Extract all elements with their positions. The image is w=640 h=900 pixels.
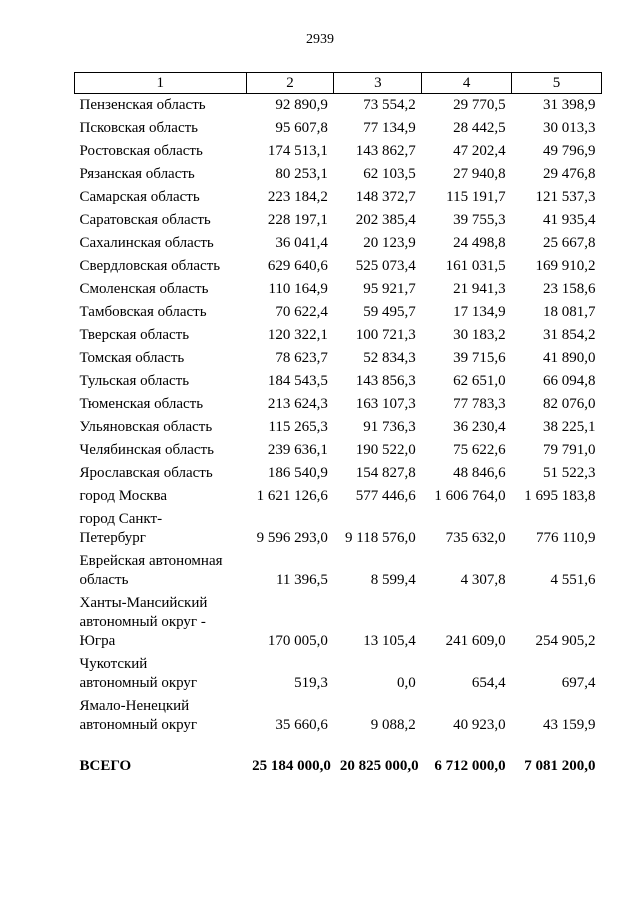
value-col-4 (422, 186, 512, 209)
value-col-5-text: 49 796,9 (543, 143, 596, 159)
value-col-4-text: 47 202,4 (453, 143, 506, 159)
value-col-5 (512, 94, 602, 118)
value-col-5-text: 82 076,0 (543, 396, 596, 412)
region-name-text: Еврейская автономная область (79, 553, 223, 588)
value-col-2 (246, 550, 334, 592)
value-col-2-text: 1 621 126,6 (256, 488, 328, 504)
value-col-4-text: 27 940,8 (453, 166, 506, 182)
value-col-2-text: 170 005,0 (267, 633, 328, 649)
value-col-5-text: 4 551,6 (550, 572, 596, 588)
region-name (75, 508, 247, 550)
region-name-text: Тюменская область (79, 396, 204, 412)
value-col-4 (422, 232, 512, 255)
value-col-5-text: 697,4 (561, 675, 596, 691)
region-name-text: Ханты-Мансийский автономный округ - Югра (79, 595, 208, 649)
value-col-4 (422, 255, 512, 278)
value-col-2-text: 95 607,8 (275, 120, 328, 136)
region-name (75, 755, 247, 778)
value-col-2 (246, 393, 334, 416)
value-col-4-text: 161 031,5 (445, 258, 506, 274)
value-col-5-text: 7 081 200,0 (524, 758, 596, 774)
value-col-5 (512, 255, 602, 278)
value-col-5 (512, 462, 602, 485)
region-name-text: Чукотский автономный округ (79, 656, 198, 691)
value-col-4-text: 654,4 (471, 675, 506, 691)
value-col-2 (246, 324, 334, 347)
value-col-2 (246, 94, 334, 118)
value-col-5-text: 1 695 183,8 (524, 488, 596, 504)
value-col-4 (422, 347, 512, 370)
table-row (75, 255, 602, 278)
value-col-5 (512, 755, 602, 778)
table-row (75, 324, 602, 347)
region-name-text: Челябинская область (79, 442, 214, 458)
value-col-3-text: 577 446,6 (355, 488, 416, 504)
value-col-3-text: 52 834,3 (363, 350, 416, 366)
value-col-3-text: 8 599,4 (370, 572, 416, 588)
value-col-4 (422, 140, 512, 163)
value-col-4 (422, 393, 512, 416)
value-col-2-text: 110 164,9 (268, 281, 328, 297)
value-col-3-text: 77 134,9 (363, 120, 416, 136)
value-col-5-text: 41 935,4 (543, 212, 596, 228)
value-col-3 (334, 416, 422, 439)
value-col-3 (334, 186, 422, 209)
value-col-3 (334, 508, 422, 550)
value-col-2-text: 120 322,1 (267, 327, 328, 343)
region-name-text: Ямало-Ненецкий автономный округ (79, 698, 198, 733)
region-name (75, 255, 247, 278)
region-name-text: Тамбовская область (79, 304, 207, 320)
value-col-2 (246, 508, 334, 550)
value-col-3-text: 9 118 576,0 (345, 530, 416, 546)
value-col-5-text: 41 890,0 (543, 350, 596, 366)
value-col-5 (512, 232, 602, 255)
value-col-2-text: 9 596 293,0 (256, 530, 328, 546)
value-col-3 (334, 232, 422, 255)
table-row (75, 347, 602, 370)
value-col-4 (422, 485, 512, 508)
value-col-5 (512, 324, 602, 347)
value-col-5 (512, 592, 602, 653)
value-col-3 (334, 755, 422, 778)
value-col-3 (334, 324, 422, 347)
value-col-3 (334, 439, 422, 462)
value-col-2 (246, 255, 334, 278)
value-col-5-text: 38 225,1 (543, 419, 596, 435)
region-name (75, 232, 247, 255)
region-name-text: Рязанская область (79, 166, 195, 182)
value-col-3-text: 100 721,3 (355, 327, 416, 343)
region-name-text: Смоленская область (79, 281, 209, 297)
value-col-3 (334, 209, 422, 232)
value-col-5 (512, 416, 602, 439)
value-col-5-text: 31 854,2 (543, 327, 596, 343)
region-name (75, 592, 247, 653)
value-col-2-text: 519,3 (294, 675, 328, 691)
value-col-3 (334, 370, 422, 393)
value-col-3 (334, 140, 422, 163)
value-col-5 (512, 347, 602, 370)
value-col-2-text: 70 622,4 (275, 304, 328, 320)
value-col-3-text: 163 107,3 (355, 396, 416, 412)
value-col-4-text: 241 609,0 (445, 633, 506, 649)
region-name (75, 393, 247, 416)
table-row (75, 653, 602, 695)
budget-table (74, 72, 602, 778)
region-name (75, 370, 247, 393)
value-col-5-text: 776 110,9 (536, 530, 596, 546)
region-name-text: Сахалинская область (79, 235, 214, 251)
value-col-3 (334, 278, 422, 301)
value-col-3 (334, 255, 422, 278)
value-col-5-text: 23 158,6 (543, 281, 596, 297)
page-number: 2939 (306, 32, 334, 47)
value-col-4 (422, 592, 512, 653)
region-name-text: Ярославская область (79, 465, 213, 481)
value-col-5-text: 66 094,8 (543, 373, 596, 389)
value-col-3-text: 20 825 000,0 (339, 758, 419, 774)
value-col-5-text: 169 910,2 (535, 258, 596, 274)
value-col-4 (422, 370, 512, 393)
region-name (75, 695, 247, 737)
value-col-4 (422, 278, 512, 301)
region-name (75, 416, 247, 439)
column-header-3: 3 (334, 73, 422, 94)
value-col-2-text: 25 184 000,0 (252, 758, 331, 774)
value-col-4-text: 39 755,3 (453, 212, 506, 228)
value-col-2-text: 11 396,5 (275, 572, 328, 588)
value-col-4 (422, 416, 512, 439)
value-col-4 (422, 508, 512, 550)
region-name-text: город Санкт- Петербург (79, 511, 163, 546)
value-col-2 (246, 232, 334, 255)
value-col-3 (334, 485, 422, 508)
value-col-5 (512, 301, 602, 324)
total-row (75, 755, 602, 778)
value-col-5-text: 254 905,2 (535, 633, 596, 649)
value-col-5 (512, 695, 602, 737)
table-row (75, 695, 602, 737)
region-name-text: Саратовская область (79, 212, 211, 228)
region-name-text: ВСЕГО (79, 758, 132, 774)
value-col-2 (246, 278, 334, 301)
table-row (75, 508, 602, 550)
value-col-3 (334, 347, 422, 370)
value-col-2 (246, 416, 334, 439)
region-name (75, 140, 247, 163)
table-row (75, 140, 602, 163)
value-col-4 (422, 653, 512, 695)
table-row (75, 117, 602, 140)
value-col-2 (246, 695, 334, 737)
value-col-3 (334, 117, 422, 140)
value-col-3 (334, 393, 422, 416)
value-col-2 (246, 209, 334, 232)
table-row (75, 439, 602, 462)
table-header (75, 73, 602, 94)
value-col-3-text: 190 522,0 (355, 442, 416, 458)
value-col-2 (246, 439, 334, 462)
region-name (75, 186, 247, 209)
value-col-4-text: 40 923,0 (453, 717, 506, 733)
region-name (75, 209, 247, 232)
value-col-3 (334, 550, 422, 592)
value-col-5 (512, 117, 602, 140)
column-header-1: 1 (75, 73, 247, 94)
value-col-5 (512, 163, 602, 186)
value-col-5-text: 51 522,3 (543, 465, 596, 481)
value-col-3-text: 73 554,2 (363, 97, 416, 113)
region-name-text: Пензенская область (79, 97, 206, 113)
region-name (75, 117, 247, 140)
value-col-2-text: 239 636,1 (267, 442, 328, 458)
region-name-text: Тульская область (79, 373, 190, 389)
value-col-3-text: 13 105,4 (363, 633, 416, 649)
value-col-2-text: 78 623,7 (275, 350, 328, 366)
table-row (75, 550, 602, 592)
value-col-3-text: 62 103,5 (363, 166, 416, 182)
value-col-3 (334, 94, 422, 118)
table-row (75, 301, 602, 324)
value-col-3 (334, 301, 422, 324)
value-col-3-text: 91 736,3 (363, 419, 416, 435)
region-name (75, 163, 247, 186)
value-col-5 (512, 278, 602, 301)
value-col-4-text: 36 230,4 (453, 419, 506, 435)
region-name-text: Тверская область (79, 327, 190, 343)
value-col-4-text: 77 783,3 (453, 396, 506, 412)
table-row (75, 485, 602, 508)
spacer-cell (75, 737, 602, 755)
value-col-3-text: 9 088,2 (370, 717, 416, 733)
value-col-2 (246, 462, 334, 485)
region-name (75, 94, 247, 118)
table-row (75, 592, 602, 653)
region-name (75, 324, 247, 347)
value-col-4 (422, 462, 512, 485)
value-col-4 (422, 324, 512, 347)
value-col-4-text: 48 846,6 (453, 465, 506, 481)
value-col-4 (422, 94, 512, 118)
value-col-2 (246, 592, 334, 653)
region-name (75, 653, 247, 695)
region-name-text: Свердловская область (79, 258, 221, 274)
region-name (75, 462, 247, 485)
value-col-2 (246, 301, 334, 324)
value-col-3-text: 148 372,7 (355, 189, 416, 205)
table-body (75, 94, 602, 779)
value-col-5-text: 79 791,0 (543, 442, 596, 458)
table-row (75, 186, 602, 209)
value-col-2 (246, 370, 334, 393)
value-col-4-text: 115 191,7 (446, 189, 506, 205)
value-col-5 (512, 209, 602, 232)
value-col-2-text: 115 265,3 (268, 419, 328, 435)
value-col-4-text: 29 770,5 (453, 97, 506, 113)
table-row (75, 163, 602, 186)
value-col-2-text: 184 543,5 (267, 373, 328, 389)
value-col-4-text: 17 134,9 (453, 304, 506, 320)
value-col-5 (512, 140, 602, 163)
region-name-text: Ростовская область (79, 143, 203, 159)
table-row (75, 278, 602, 301)
value-col-3-text: 202 385,4 (355, 212, 416, 228)
column-header-5: 5 (512, 73, 602, 94)
region-name-text: Томская область (79, 350, 185, 366)
value-col-4-text: 39 715,6 (453, 350, 506, 366)
value-col-2-text: 36 041,4 (275, 235, 328, 251)
value-col-4 (422, 755, 512, 778)
value-col-4-text: 21 941,3 (453, 281, 506, 297)
value-col-5-text: 25 667,8 (543, 235, 596, 251)
value-col-5-text: 31 398,9 (543, 97, 596, 113)
value-col-3 (334, 695, 422, 737)
value-col-4 (422, 695, 512, 737)
value-col-4-text: 6 712 000,0 (434, 758, 506, 774)
value-col-2 (246, 186, 334, 209)
value-col-5-text: 18 081,7 (543, 304, 596, 320)
value-col-2-text: 629 640,6 (267, 258, 328, 274)
value-col-3-text: 143 862,7 (355, 143, 416, 159)
value-col-2-text: 213 624,3 (267, 396, 328, 412)
table-row (75, 209, 602, 232)
value-col-5 (512, 550, 602, 592)
value-col-4-text: 75 622,6 (453, 442, 506, 458)
region-name-text: Ульяновская область (79, 419, 213, 435)
value-col-2-text: 186 540,9 (267, 465, 328, 481)
value-col-4-text: 30 183,2 (453, 327, 506, 343)
table-row (75, 94, 602, 118)
value-col-2-text: 80 253,1 (275, 166, 328, 182)
region-name (75, 301, 247, 324)
value-col-3-text: 525 073,4 (355, 258, 416, 274)
value-col-5-text: 43 159,9 (543, 717, 596, 733)
value-col-4-text: 735 632,0 (445, 530, 506, 546)
value-col-5 (512, 508, 602, 550)
region-name (75, 439, 247, 462)
value-col-3-text: 143 856,3 (355, 373, 416, 389)
value-col-2-text: 92 890,9 (275, 97, 328, 113)
column-header-4: 4 (422, 73, 512, 94)
value-col-4-text: 4 307,8 (460, 572, 506, 588)
value-col-2-text: 228 197,1 (267, 212, 328, 228)
table-row (75, 370, 602, 393)
value-col-3-text: 95 921,7 (363, 281, 416, 297)
value-col-3-text: 20 123,9 (363, 235, 416, 251)
value-col-5 (512, 439, 602, 462)
region-name (75, 550, 247, 592)
value-col-2 (246, 117, 334, 140)
header-row (75, 73, 602, 94)
spacer-row (75, 737, 602, 755)
value-col-4 (422, 117, 512, 140)
value-col-2 (246, 347, 334, 370)
value-col-2 (246, 653, 334, 695)
value-col-4 (422, 209, 512, 232)
table-row (75, 416, 602, 439)
value-col-5 (512, 485, 602, 508)
column-header-2: 2 (246, 73, 334, 94)
value-col-2-text: 223 184,2 (267, 189, 328, 205)
value-col-4-text: 1 606 764,0 (434, 488, 506, 504)
value-col-5 (512, 653, 602, 695)
table-row (75, 462, 602, 485)
region-name-text: город Москва (79, 488, 168, 504)
value-col-3-text: 59 495,7 (363, 304, 416, 320)
value-col-2 (246, 485, 334, 508)
table-row (75, 393, 602, 416)
value-col-5 (512, 393, 602, 416)
value-col-4 (422, 163, 512, 186)
value-col-3-text: 154 827,8 (355, 465, 416, 481)
value-col-2-text: 35 660,6 (275, 717, 328, 733)
value-col-3-text: 0,0 (396, 675, 416, 691)
table-row (75, 232, 602, 255)
value-col-4 (422, 550, 512, 592)
value-col-5 (512, 370, 602, 393)
value-col-5-text: 121 537,3 (535, 189, 596, 205)
region-name (75, 485, 247, 508)
value-col-4-text: 24 498,8 (453, 235, 506, 251)
value-col-3 (334, 163, 422, 186)
region-name (75, 278, 247, 301)
value-col-4 (422, 301, 512, 324)
region-name-text: Самарская область (79, 189, 200, 205)
value-col-3 (334, 653, 422, 695)
value-col-2-text: 174 513,1 (267, 143, 328, 159)
value-col-2 (246, 755, 334, 778)
value-col-5-text: 30 013,3 (543, 120, 596, 136)
value-col-4 (422, 439, 512, 462)
value-col-3 (334, 592, 422, 653)
value-col-3 (334, 462, 422, 485)
value-col-4-text: 62 651,0 (453, 373, 506, 389)
region-name-text: Псковская область (79, 120, 198, 136)
value-col-2 (246, 163, 334, 186)
value-col-5 (512, 186, 602, 209)
value-col-2 (246, 140, 334, 163)
value-col-4-text: 28 442,5 (453, 120, 506, 136)
region-name (75, 347, 247, 370)
value-col-5-text: 29 476,8 (543, 166, 596, 182)
